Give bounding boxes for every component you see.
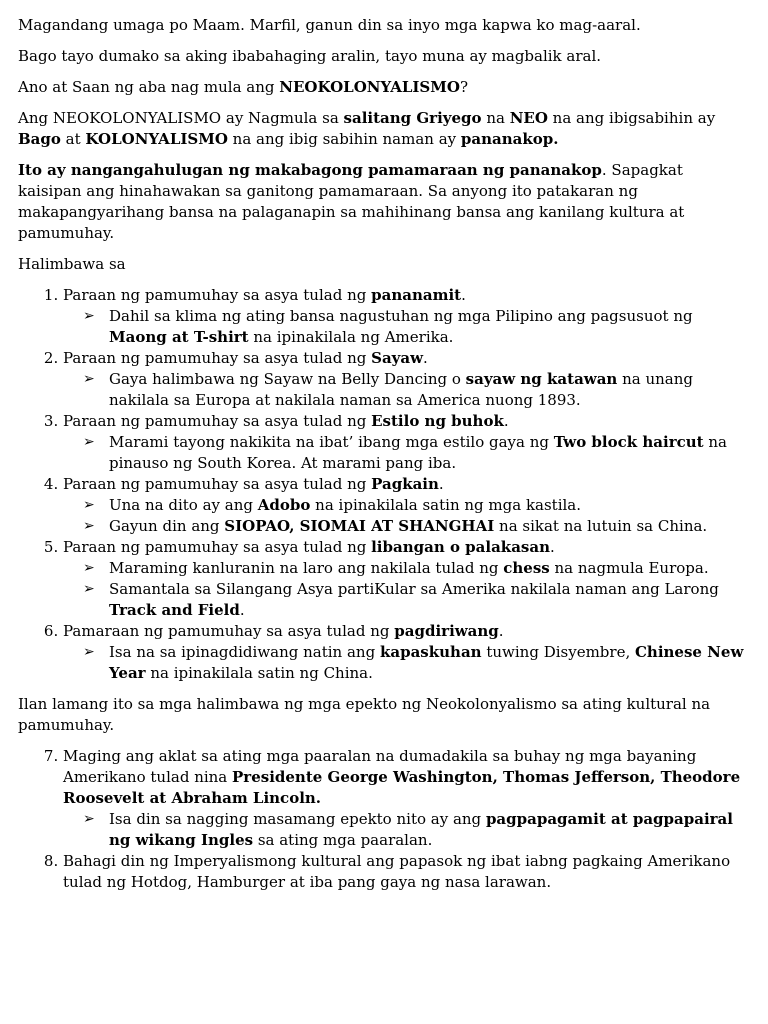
arrow-bullet-icon: ➢ <box>83 581 95 597</box>
list-item-end: . <box>503 412 509 430</box>
sub-list-item <box>83 306 750 348</box>
sub-list-item <box>83 516 750 537</box>
arrow-bullet-icon: ➢ <box>83 371 95 387</box>
sub-item-bold: pagpapagamit at pagpapairal ng wikang Ingles <box>109 810 733 849</box>
list-item-end: . <box>498 622 504 640</box>
sub-item-text: tuwing Disyembre, <box>481 643 635 661</box>
sub-item-text: Marami tayong nakikita na ibat’ ibang mga estilo gaya ng <box>109 433 554 451</box>
sub-item-bold: Adobo <box>257 496 311 514</box>
list-item-bold: Estilo ng buhok <box>371 412 504 430</box>
sub-item-bold: SIOPAO, SIOMAI AT SHANGHAI <box>224 517 495 535</box>
arrow-bullet-icon: ➢ <box>83 518 95 534</box>
sub-list-item <box>83 432 750 474</box>
sub-item-text: Gayun din ang <box>109 517 225 535</box>
list-item <box>63 537 750 621</box>
list-item-bold: pananamit <box>371 286 462 304</box>
arrow-bullet-icon: ➢ <box>83 644 95 660</box>
list-item-end: . <box>423 349 428 367</box>
sub-list <box>63 558 750 621</box>
examples-list <box>18 285 750 684</box>
arrow-bullet-icon: ➢ <box>83 560 95 576</box>
sub-item-text: Samantala sa Silangang Asya partiKular sa Amerika nakilala naman ang Larong <box>109 580 719 598</box>
sub-list <box>63 809 750 851</box>
definition-bold: Bago <box>18 130 61 148</box>
list-item-text: Paraan ng pamumuhay sa asya tulad ng <box>63 475 372 493</box>
definition-text: Ang NEOKOLONYALISMO ay Nagmula sa <box>18 109 344 127</box>
sub-list <box>63 432 750 474</box>
definition-text: na ang ibigsabihin ay <box>547 109 716 127</box>
sub-item-bold: chess <box>503 559 550 577</box>
meaning-paragraph <box>18 160 750 244</box>
list-item-text: Bahagi din ng Imperyalismong kultural ang papasok ng ibat iabng pagkaing Amerikano tulad ng Hotdog, Hamburger at iba pang gaya ng nasa larawan. <box>63 852 731 891</box>
list-item <box>63 285 750 348</box>
sub-list-item <box>83 579 750 621</box>
sub-list-item <box>83 642 750 684</box>
meaning-bold: Ito ay nangangahulugan ng makabagong pamamaraan ng pananakop <box>18 161 602 179</box>
sub-list-item <box>83 558 750 579</box>
arrow-bullet-icon: ➢ <box>83 308 95 324</box>
sub-item-text: Isa na sa ipinagdidiwang natin ang <box>109 643 380 661</box>
list-item-end: . <box>461 286 466 304</box>
sub-item-bold: sayaw ng katawan <box>465 370 618 388</box>
definition-paragraph <box>18 108 750 150</box>
arrow-bullet-icon: ➢ <box>83 434 95 450</box>
sub-list-item <box>83 369 750 411</box>
sub-item-text: Una na dito ay ang <box>109 496 258 514</box>
arrow-bullet-icon: ➢ <box>83 811 95 827</box>
list-item-text: Maging ang aklat sa ating mga paaralan na dumadakila sa buhay ng mga bayaning Amerikano tulad nina <box>63 747 697 786</box>
definition-text: na ang ibig sabihin naman ay <box>227 130 461 148</box>
arrow-bullet-icon: ➢ <box>83 497 95 513</box>
definition-bold: KOLONYALISMO <box>85 130 228 148</box>
list-item <box>63 474 750 537</box>
sub-item-end: . <box>239 601 245 619</box>
sub-item-end: na sikat na lutuin sa China. <box>494 517 708 535</box>
list-item-bold: pagdiriwang <box>394 622 499 640</box>
question-mark: ? <box>459 78 468 96</box>
list-item-end: . <box>438 475 444 493</box>
list-item-text: Pamaraan ng pamumuhay sa asya tulad ng <box>63 622 395 640</box>
sub-item-end: na ipinakilala satin ng China. <box>145 664 373 682</box>
sub-list <box>63 495 750 537</box>
definition-text: na <box>481 109 510 127</box>
greeting-paragraph: Magandang umaga po Maam. Marfil, ganun din sa inyo mga kapwa ko mag-aaral. <box>18 16 641 34</box>
list-item-text: Paraan ng pamumuhay sa asya tulad ng <box>63 349 372 367</box>
sub-list <box>63 369 750 411</box>
question-text: Ano at Saan ng aba nag mula ang <box>18 78 280 96</box>
sub-item-end: na nagmula Europa. <box>549 559 709 577</box>
sub-item-text: Gaya halimbawa ng Sayaw na Belly Dancing o <box>109 370 466 388</box>
summary-paragraph: Ilan lamang ito sa mga halimbawa ng mga epekto ng Neokolonyalismo sa ating kultural na pamumuhay. <box>18 695 711 734</box>
definition-bold: NEO <box>509 109 548 127</box>
sub-item-end: sa ating mga paaralan. <box>253 831 433 849</box>
sub-item-bold: kapaskuhan <box>379 643 482 661</box>
sub-list-item <box>83 809 750 851</box>
sub-item-end: na ipinakilala ng Amerika. <box>248 328 454 346</box>
sub-item-bold: Two block haircut <box>553 433 704 451</box>
sub-list <box>63 306 750 348</box>
question-term: NEOKOLONYALISMO <box>279 78 460 96</box>
list-item-text: Paraan ng pamumuhay sa asya tulad ng <box>63 412 372 430</box>
meaning-text: . Sapagkat kaisipan ang hinahawakan sa ganitong pamamaraan. Sa anyong ito patakaran ng makapangyarihang bansa na palaganapin sa mahihinang bansa ang kanilang kultura at pamumuhay. <box>18 161 685 242</box>
list-item <box>63 621 750 684</box>
sub-item-text: Dahil sa klima ng ating bansa nagustuhan ng mga Pilipino ang pagsusuot ng <box>109 307 693 325</box>
effects-list <box>18 746 750 893</box>
definition-bold: salitang Griyego <box>343 109 482 127</box>
examples-heading: Halimbawa sa <box>18 255 126 273</box>
list-item-bold: Sayaw <box>371 349 424 367</box>
sub-item-text: Isa din sa nagging masamang epekto nito ay ang <box>109 810 486 828</box>
sub-item-bold: Chinese New Year <box>109 643 744 682</box>
sub-item-end: na ipinakilala satin ng mga kastila. <box>310 496 582 514</box>
sub-item-end: na pinauso ng South Korea. At marami pang iba. <box>109 433 727 472</box>
list-item-text: Paraan ng pamumuhay sa asya tulad ng <box>63 286 372 304</box>
intro-paragraph: Bago tayo dumako sa aking ibabahaging aralin, tayo muna ay magbalik aral. <box>18 47 602 65</box>
sub-item-bold: Track and Field <box>109 601 240 619</box>
list-item <box>63 411 750 474</box>
list-item <box>63 746 750 851</box>
sub-item-end: na unang nakilala sa Europa at nakilala naman sa America nuong 1893. <box>109 370 693 409</box>
question-paragraph <box>18 77 750 98</box>
sub-list-item <box>83 495 750 516</box>
sub-item-bold: Maong at T-shirt <box>109 328 249 346</box>
list-item-bold: Presidente George Washington, Thomas Jefferson, Theodore Roosevelt at Abraham Lincoln. <box>63 768 741 807</box>
list-item-bold: Pagkain <box>371 475 439 493</box>
list-item-end: . <box>550 538 555 556</box>
sub-list <box>63 642 750 684</box>
sub-item-text: Maraming kanluranin na laro ang nakilala tulad ng <box>109 559 504 577</box>
definition-bold: pananakop. <box>460 130 559 148</box>
list-item <box>63 851 750 893</box>
list-item-text: Paraan ng pamumuhay sa asya tulad ng <box>63 538 372 556</box>
list-item-bold: libangan o palakasan <box>371 538 550 556</box>
list-item <box>63 348 750 411</box>
definition-text: at <box>60 130 86 148</box>
